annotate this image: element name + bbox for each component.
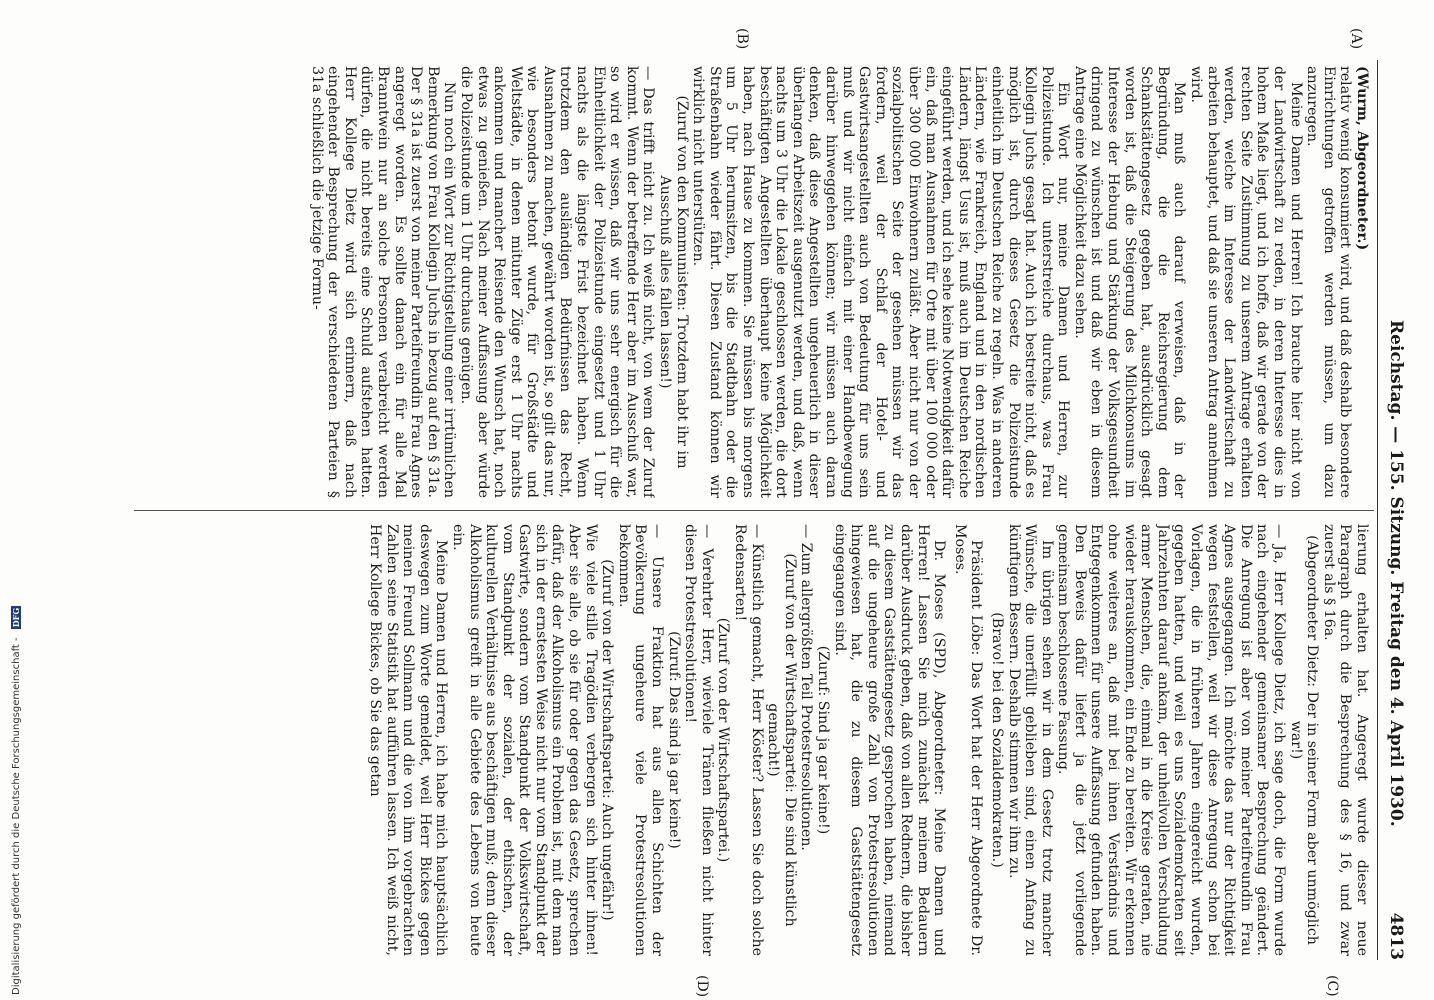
speaker-attribution: (Wurm, Abgeordneter.)	[1354, 66, 1370, 251]
funding-note	[4, 575, 22, 995]
header-title: Reichstag. — 155. Sitzung. Freitag den 4. April 1930.	[1386, 320, 1406, 827]
paragraph: — Unsere Fraktion hat aus allen Schichten der Bevölkerung ungeheure viele Protestresolutionen bekommen.	[615, 524, 666, 956]
president-speech: Präsident Löbe: Das Wort hat der Herr Abgeordnete Dr. Moses.	[951, 524, 985, 956]
funding-text: Digitalisierung gefördert durch die Deutsche Forschungsgemeinschaft -	[11, 637, 22, 995]
paragraph: lierung erhalten hat. Angeregt wurde dieser neue Paragraph durch die Besprechung des § 16, und zwar zuerst als § 16a.	[1320, 524, 1370, 956]
paragraph: relativ wenig konsumiert wird, und daß deshalb besondere Einrichtungen getroffen werden müssen, um dazu anzuregen.	[1304, 66, 1354, 498]
paragraph: — Ja, Herr Kollege Dietz, ich sage doch, die Form wurde nach eingehender gemeinsamer Besprechung geändert. Die Anregung ist aber von meiner Parteifreundin Frau Agnes ausgegangen. Ich möchte das nur der Richtigkeit wegen feststellen, weil wir diese Anregung schon bei Vorlagen, die in früheren Jahren eingereicht wurden, gegeben hatten, und weil es uns Sozialdemokraten seit Jahrzehnten darauf ankam, der unheilvollen Verschuldung armer Menschen, die, einmal in die Kreise geraten, nie wieder herauskommen, ein Ende zu bereiten. Wir erkennen ohne weiteres an, daß mit bei ihnen Verständnis und Entgegenkommen für unsere Auffassung gefunden haben. Den Beweis dafür liefert ja die jetzt vorliegende gemeinsam beschlossene Fassung.	[1055, 524, 1288, 956]
paragraph: Ein Wort nur, meine Damen und Herren, zur Polizeistunde. Ich unterstreiche durchaus, was Frau Kollegin Juchs gesagt hat. Auch ich bestreite nicht, daß es möglich ist, durch dieses Gesetz die Polizeistunde einheitlich im Deutschen Reiche zu regeln. Was in anderen Ländern, wie Frankreich, England und in den nordischen Ländern, längst Usus ist, muß auch im Deutschen Reiche eingeführt werden, und ich sehe keine Notwendigkeit dafür ein, daß man Ausnahmen für Orte mit über 100 000 oder über 300 000 Einwohnern zuläßt. Aber nicht nur von der sozialpolitischen Seite der gesehen müssen wir das fordern, weil der Schlaf der Hotel- und Gastwirtsangestellten auch von Bedeutung für uns sein muß und wir nicht einfach mit einer Handbewegung darüber hinweggehen können; wir müssen auch daran denken, daß diese Angestellten ungeheuerlich in dieser überlangen Arbeitszeit ausgenutzt werden, und daß, wenn nachts um 3 Uhr die Lokale geschlossen werden, die dort beschäftigten Angestellten überhaupt keine Möglichkeit haben, nach Hause zu kommen. Sie müssen bis morgens um 5 Uhr herumsitzen, bis die Stadtbahn oder die Straßenbahn wieder fährt. Diesen Zustand können wir wirklich nicht unterstützen.	[690, 66, 1072, 498]
paragraph: Wie viele stille Tragödien verbergen sich hinter ihnen! Aber sie alle, ob sie für oder gegen das Gesetz, sprechen dafür, daß der Alkoholismus ein Problem ist, mit dem man sich in der ernstesten Weise nicht nur vom Standpunkt der Gastwirte, sondern vom Standpunkt der Volkswirtschaft, vom Standpunkt der sozialen, der ethischen, der kulturellen Verhältnisse aus beschäftigen muß; denn dieser Alkoholismus greift in alle Gebiete des Lebens von heute ein.	[449, 524, 599, 956]
paragraph: — Das trifft nicht zu. Ich weiß nicht, von wem der Zuruf kommt. Wenn der betreffende Herr aber im Ausschuß war, so wird er wissen, daß wir uns sehr energisch für die Einheitlichkeit der Polizeistunde eingesetzt und 1 Uhr nachts als die längste Frist bezeichnet haben. Wenn trotzdem den ausländigen Bedürfnissen das Recht, Ausnahmen zu machen, gewährt worden ist, so gilt das nur, wie besonders betont wurde, für Großstädte und Weltstädte, in denen mitunter Züge erst 1 Uhr nachts ankommen und mancher Reisende den Wunsch hat, noch etwas zu genießen. Nach meiner Auffassung aber würde die Polizeistunde um 1 Uhr durchaus genügen.	[457, 66, 657, 498]
paragraph: — Zum allergrößten Teil Protestresolutionen.	[798, 524, 815, 851]
paragraph: Dr. Moses (SPD), Abgeordneter: Meine Damen und Herren! Lassen Sie mich zunächst meinem Bedauern darüber Ausdruck geben, daß von allen Rednern, die bisher zu diesem Gaststättengesetz gesprochen haben, niemand auf die ungeheure große Zahl von Protestresolutionen hingewiesen hat, die zu diesem Gaststättengesetz eingegangen sind.	[831, 524, 948, 956]
interjection: (Zuruf von den Kommunisten: Trotzdem habt ihr im Ausschuß alles fallen lassen!)	[657, 95, 690, 469]
paragraph: Meine Damen und Herren! Ich brauche hier nicht von der Landwirtschaft zu reden, in deren Interesse dies in hohem Maße liegt, und ich hoffe, daß wir gerade von der rechten Seite Zustimmung zu unserem Antrage erhalten werden, welche im Interesse der Landwirtschaft zu arbeiten behauptet, und daß sie unseren Antrag annehmen wird.	[1188, 66, 1304, 498]
right-column	[150, 524, 1370, 956]
header-rule	[1377, 60, 1378, 960]
interjection: (Zuruf: Sind ja gar keine!)	[815, 645, 831, 835]
interjection: (Abgeordneter Dietz: Der in seiner Form aber unmöglich war!)	[1287, 535, 1321, 945]
page-header	[1380, 60, 1410, 960]
paragraph: Im übrigen sehen wir in dem Gesetz trotz mancher Wünsche, die unerfüllt geblieben sind, einen Anfang zu künftigem Bessern. Deshalb stimmen wir ihm zu.	[1005, 524, 1055, 956]
interjection: (Zuruf von der Wirtschaftspartei: Auch ungefähr!)	[599, 559, 616, 921]
paragraph: — Künstlich gemacht, Herr Köster? Lassen Sie doch solche Redensarten!	[732, 524, 765, 956]
paragraph: Nun noch ein Wort zur Richtigstellung einer irrtümlichen Bemerkung von Frau Kollegin Juchs in bezug auf den § 31a. Der § 31a ist zuerst von meiner Parteifreundin Frau Agnes angeregt worden. Es sollte danach ein für alle Mal Branntwein nur an solche Personen verabreicht werden dürfen, die nicht bereits eine Schuld aufstehen hatten. Herr Kollege Dietz wird sich erinnern, daß nach eingehender Besprechung der verschiedenen Parteien § 31a schließlich die jetzige Formu-	[308, 66, 458, 498]
margin-mark-c: (C)	[1324, 975, 1340, 997]
interjection: (Zuruf von der Wirtschaftspartei.)	[715, 617, 732, 863]
dfg-logo: DFG	[11, 607, 21, 628]
page-number: 4813	[1386, 912, 1406, 960]
rotated-document	[110, 28, 1410, 998]
paragraph: — Verehrter Herr, wieviele Tränen fließen nicht hinter diesen Protestresolutionen!	[682, 524, 715, 956]
interjection: (Zuruf von der Wirtschaftspartei: Die sind künstlich gemacht!)	[765, 553, 798, 927]
margin-mark-b: (B)	[734, 28, 750, 50]
left-column	[150, 66, 1370, 498]
paragraph: Man muß auch darauf verweisen, daß in der Begründung, die die Reichsregierung dem Schankstättengesetz gegeben hat, ausdrücklich gesagt worden ist, daß die Steigerung des Milchkonsums im Interesse der Hebung und Stärkung der Volksgesundheit dringend zu wünschen ist und daß wir eben in diesem Antrage eine Möglichkeit dazu sehen.	[1071, 66, 1188, 498]
column-divider	[134, 510, 1374, 511]
margin-mark-d: (D)	[694, 975, 710, 998]
interjection: (Bravo! bei den Sozialdemokraten.)	[988, 612, 1005, 868]
interjection: (Zuruf: Das sind ja gar keine!)	[665, 631, 682, 849]
margin-mark-a: (A)	[1348, 28, 1364, 50]
paragraph: Meine Damen und Herren, ich habe mich hauptsächlich deswegen zum Worte gemeldet, weil Herr Bickes gegen meinen Freund Sollmann und die von ihm vorgebrachten Zahlen seine Statistik hat aufführen lassen. Ich weiß nicht, Herr Kollege Bickes, ob Sie das getan	[366, 524, 450, 956]
